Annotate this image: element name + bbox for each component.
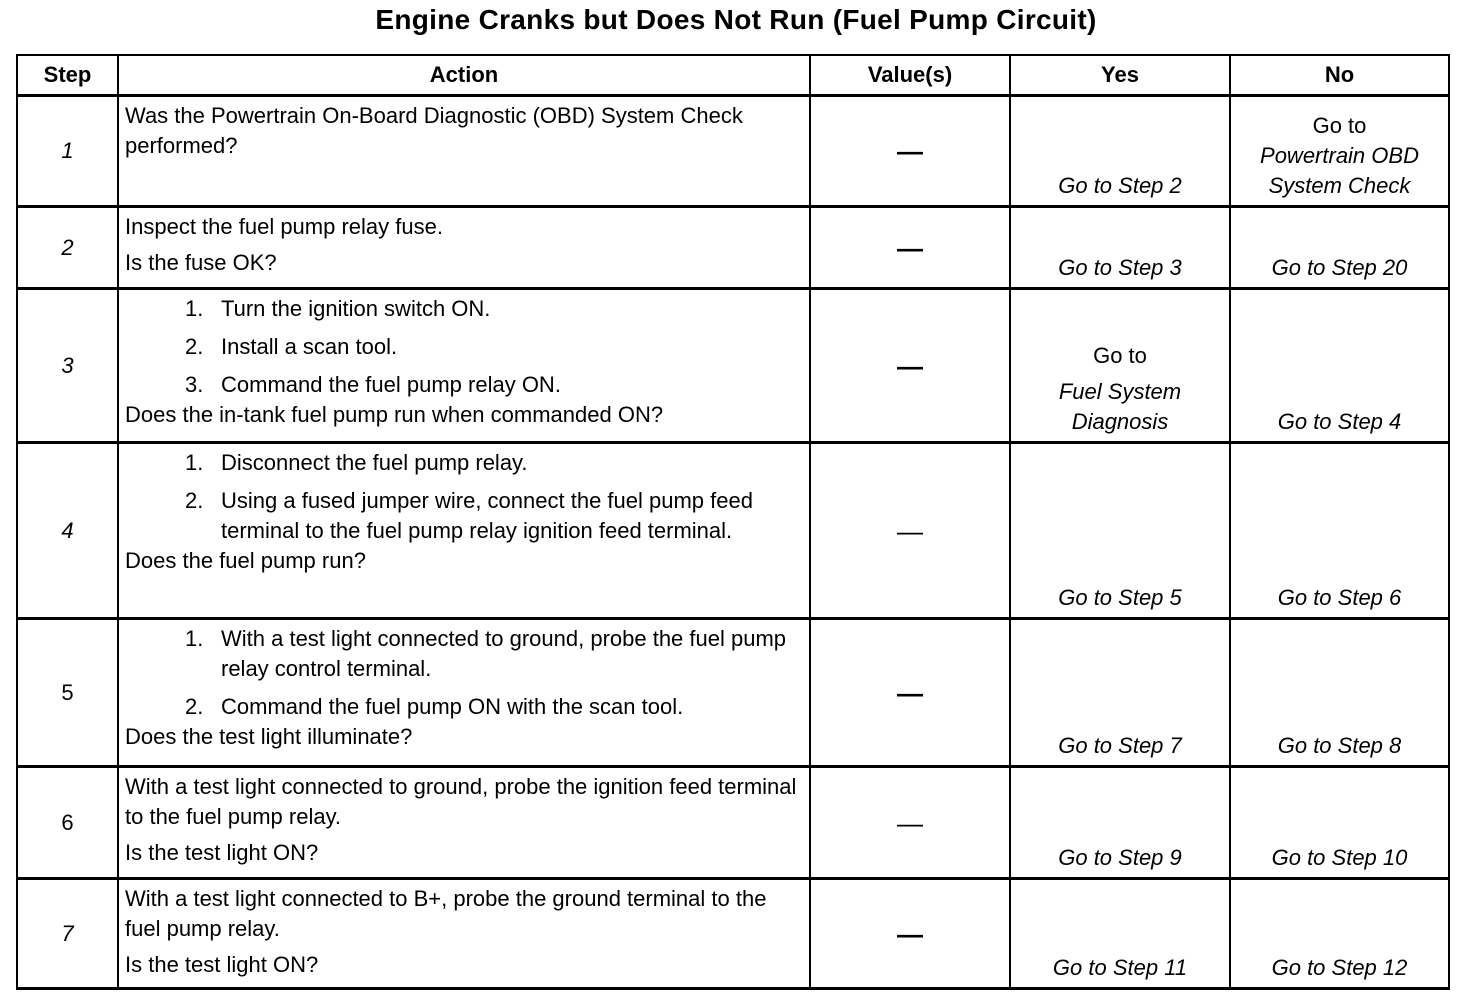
page-title: Engine Cranks but Does Not Run (Fuel Pump Circuit) bbox=[375, 4, 1097, 35]
action-text: Was the Powertrain On-Board Diagnostic (OBD) System Check performed? bbox=[125, 103, 743, 158]
table-row bbox=[17, 443, 1449, 619]
no-cell bbox=[1230, 879, 1449, 989]
action-cell bbox=[118, 443, 810, 619]
value-cell: — bbox=[810, 443, 1010, 619]
yes-goto: Fuel System Diagnosis bbox=[1058, 379, 1182, 434]
no-goto: Go to Step 8 bbox=[1277, 733, 1402, 758]
action-cell bbox=[118, 96, 810, 207]
action-text: With a test light connected to B+, probe the ground terminal to the fuel pump relay. bbox=[125, 886, 767, 941]
header-step: Step bbox=[17, 55, 118, 96]
action-cell bbox=[118, 289, 810, 443]
value-cell: — bbox=[810, 96, 1010, 207]
action-question: Does the test light illuminate? bbox=[125, 724, 413, 749]
header-yes: Yes bbox=[1010, 55, 1230, 96]
action-question: Does the fuel pump run? bbox=[125, 548, 366, 573]
step-number: 7 bbox=[17, 879, 118, 989]
no-goto: Go to Step 10 bbox=[1271, 845, 1408, 870]
yes-cell bbox=[1010, 879, 1230, 989]
yes-cell bbox=[1010, 96, 1230, 207]
action-question: Is the test light ON? bbox=[125, 952, 319, 977]
step-number: 5 bbox=[17, 619, 118, 767]
action-question: Does the in-tank fuel pump run when commanded ON? bbox=[125, 402, 664, 427]
yes-cell bbox=[1010, 289, 1230, 443]
table-header-row bbox=[17, 55, 1449, 96]
no-goto: Go to Step 4 bbox=[1277, 409, 1402, 434]
substep: 2. Install a scan tool. bbox=[185, 334, 398, 359]
substep: 1. Disconnect the fuel pump relay. bbox=[185, 450, 528, 475]
table-row bbox=[17, 619, 1449, 767]
diagnostic-table bbox=[16, 54, 1450, 990]
substep-list bbox=[125, 294, 803, 400]
yes-goto-head: Go to bbox=[1093, 343, 1147, 368]
action-text: With a test light connected to ground, probe the ignition feed terminal to the fuel pump relay. bbox=[125, 774, 797, 829]
action-question: Is the fuse OK? bbox=[125, 250, 277, 275]
substep: 1. With a test light connected to ground, probe the fuel pump relay control terminal. bbox=[185, 626, 787, 681]
substep: 2. Command the fuel pump ON with the scan tool. bbox=[185, 694, 684, 719]
header-no: No bbox=[1230, 55, 1449, 96]
yes-cell bbox=[1010, 619, 1230, 767]
value-cell: — bbox=[810, 619, 1010, 767]
substep-text: Command the fuel pump relay ON. bbox=[221, 372, 561, 397]
substep: 3. Command the fuel pump relay ON. bbox=[185, 372, 561, 397]
step-number: 3 bbox=[17, 289, 118, 443]
action-cell bbox=[118, 207, 810, 289]
no-cell bbox=[1230, 619, 1449, 767]
substep-text: Using a fused jumper wire, connect the fuel pump feed terminal to the fuel pump relay ignition feed terminal. bbox=[221, 488, 753, 543]
yes-goto: Go to Step 9 bbox=[1058, 845, 1182, 870]
substep: 2. Using a fused jumper wire, connect the fuel pump feed terminal to the fuel pump relay ignition feed terminal. bbox=[185, 488, 753, 543]
yes-goto: Go to Step 11 bbox=[1052, 955, 1188, 980]
value-cell: — bbox=[810, 207, 1010, 289]
action-cell bbox=[118, 767, 810, 879]
step-number: 6 bbox=[17, 767, 118, 879]
no-cell bbox=[1230, 289, 1449, 443]
substep-text: Install a scan tool. bbox=[221, 334, 398, 359]
substep-text: Turn the ignition switch ON. bbox=[221, 296, 491, 321]
table-row bbox=[17, 289, 1449, 443]
substep-text: Command the fuel pump ON with the scan tool. bbox=[221, 694, 684, 719]
substep: 1. Turn the ignition switch ON. bbox=[185, 296, 491, 321]
no-cell bbox=[1230, 443, 1449, 619]
substep-text: With a test light connected to ground, probe the fuel pump relay control terminal. bbox=[221, 626, 787, 681]
table-row bbox=[17, 879, 1449, 989]
action-question: Is the test light ON? bbox=[125, 840, 319, 865]
action-cell bbox=[118, 619, 810, 767]
action-text: Inspect the fuel pump relay fuse. bbox=[125, 214, 443, 239]
no-cell bbox=[1230, 96, 1449, 207]
no-cell bbox=[1230, 207, 1449, 289]
header-values: Value(s) bbox=[810, 55, 1010, 96]
yes-goto: Go to Step 2 bbox=[1058, 173, 1182, 198]
substep-list bbox=[125, 624, 803, 722]
table-row bbox=[17, 207, 1449, 289]
action-cell bbox=[118, 879, 810, 989]
yes-cell bbox=[1010, 207, 1230, 289]
yes-goto: Go to Step 3 bbox=[1058, 255, 1182, 280]
table-row bbox=[17, 96, 1449, 207]
header-action: Action bbox=[118, 55, 810, 96]
no-goto: Go to Step 6 bbox=[1277, 585, 1402, 610]
yes-cell bbox=[1010, 443, 1230, 619]
no-cell bbox=[1230, 767, 1449, 879]
no-goto-head: Go to bbox=[1312, 113, 1367, 138]
step-number: 2 bbox=[17, 207, 118, 289]
substep-list bbox=[125, 448, 803, 546]
value-cell: — bbox=[810, 879, 1010, 989]
no-goto: Go to Step 20 bbox=[1271, 255, 1408, 280]
step-number: 1 bbox=[17, 96, 118, 207]
no-goto: Go to Step 12 bbox=[1271, 955, 1408, 980]
step-number: 4 bbox=[17, 443, 118, 619]
table-row bbox=[17, 767, 1449, 879]
substep-text: Disconnect the fuel pump relay. bbox=[221, 450, 528, 475]
yes-cell bbox=[1010, 767, 1230, 879]
yes-goto: Go to Step 7 bbox=[1058, 733, 1182, 758]
no-goto: Powertrain OBD System Check bbox=[1260, 143, 1419, 198]
yes-goto: Go to Step 5 bbox=[1058, 585, 1182, 610]
value-cell: — bbox=[810, 289, 1010, 443]
value-cell: — bbox=[810, 767, 1010, 879]
